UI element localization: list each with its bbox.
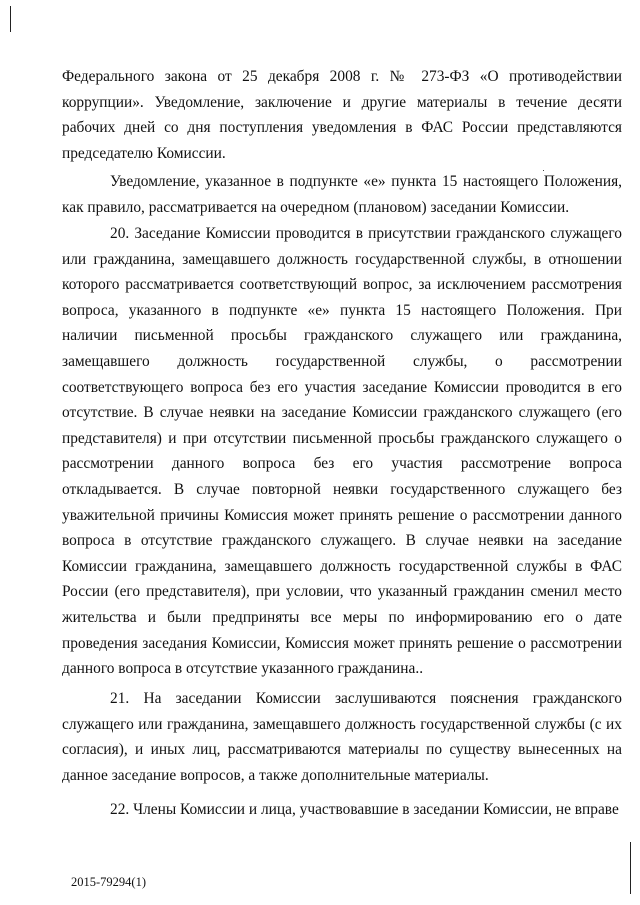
scan-edge-mark (630, 842, 631, 894)
paragraph-notification: Уведомление, указанное в подпункте «е» пункта 15 настоящего Положения, как правило, рассматривается на очередном (плановом) заседании Комиссии. (62, 173, 622, 216)
paragraph-item-21: 21. На заседании Комиссии заслушиваются пояснения гражданского служащего или гражданина, замещавшего должность государственной службы (с их согласия), и иных лиц, рассматриваются материалы по существу вынесенных на данное заседание вопросов, а также дополнительные материалы. (62, 690, 622, 784)
paragraph-continuation: Федерального закона от 25 декабря 2008 г. № 273-ФЗ «О противодействии коррупции». Уведомление, заключение и другие материалы в течение десяти рабочих дней со дня поступления уведомления в ФАС России представляются председателю Комиссии. (62, 68, 622, 162)
paragraph-item-22: 22. Члены Комиссии и лица, участвовавшие в заседании Комиссии, не вправе (110, 801, 619, 818)
paragraph-item-20: 20. Заседание Комиссии проводится в присутствии гражданского служащего или гражданина, замещавшего должность государственной службы, в отношении которого рассматривается соответствующий вопрос, за исключением рассмотрения вопроса, указанного в подпункте «е» пункта 15 настоящего Положения. При наличии письменной просьбы гражданского служащего или гражданина, замещавшего должность государственной службы, о рассмотрении соответствующего вопроса без его участия заседание Комиссии проводится в его отсутствие. В случае неявки на заседание Комиссии гражданского служащего (его представителя) и при отсутствии письменной просьбы гражданского служащего о рассмотрении данного вопроса без его участия рассмотрение вопроса откладывается. В случае повторной неявки государственного служащего без уважительной причины Комиссия может принять решение о рассмотрении данного вопроса в отсутствие гражданского служащего. В случае неявки на заседание Комиссии гражданина, замещавшего должность государственной службы в ФАС России (его представителя), при условии, что указанный гражданин сменил место жительства и были предприняты все меры по информированию его о дате проведения заседания Комиссии, Комиссия может принять решение о рассмотрении данного вопроса в отсутствие указанного гражданина.. (62, 225, 622, 678)
scan-edge-mark (10, 6, 11, 32)
document-registration-code: 2015-79294(1) (71, 875, 146, 889)
